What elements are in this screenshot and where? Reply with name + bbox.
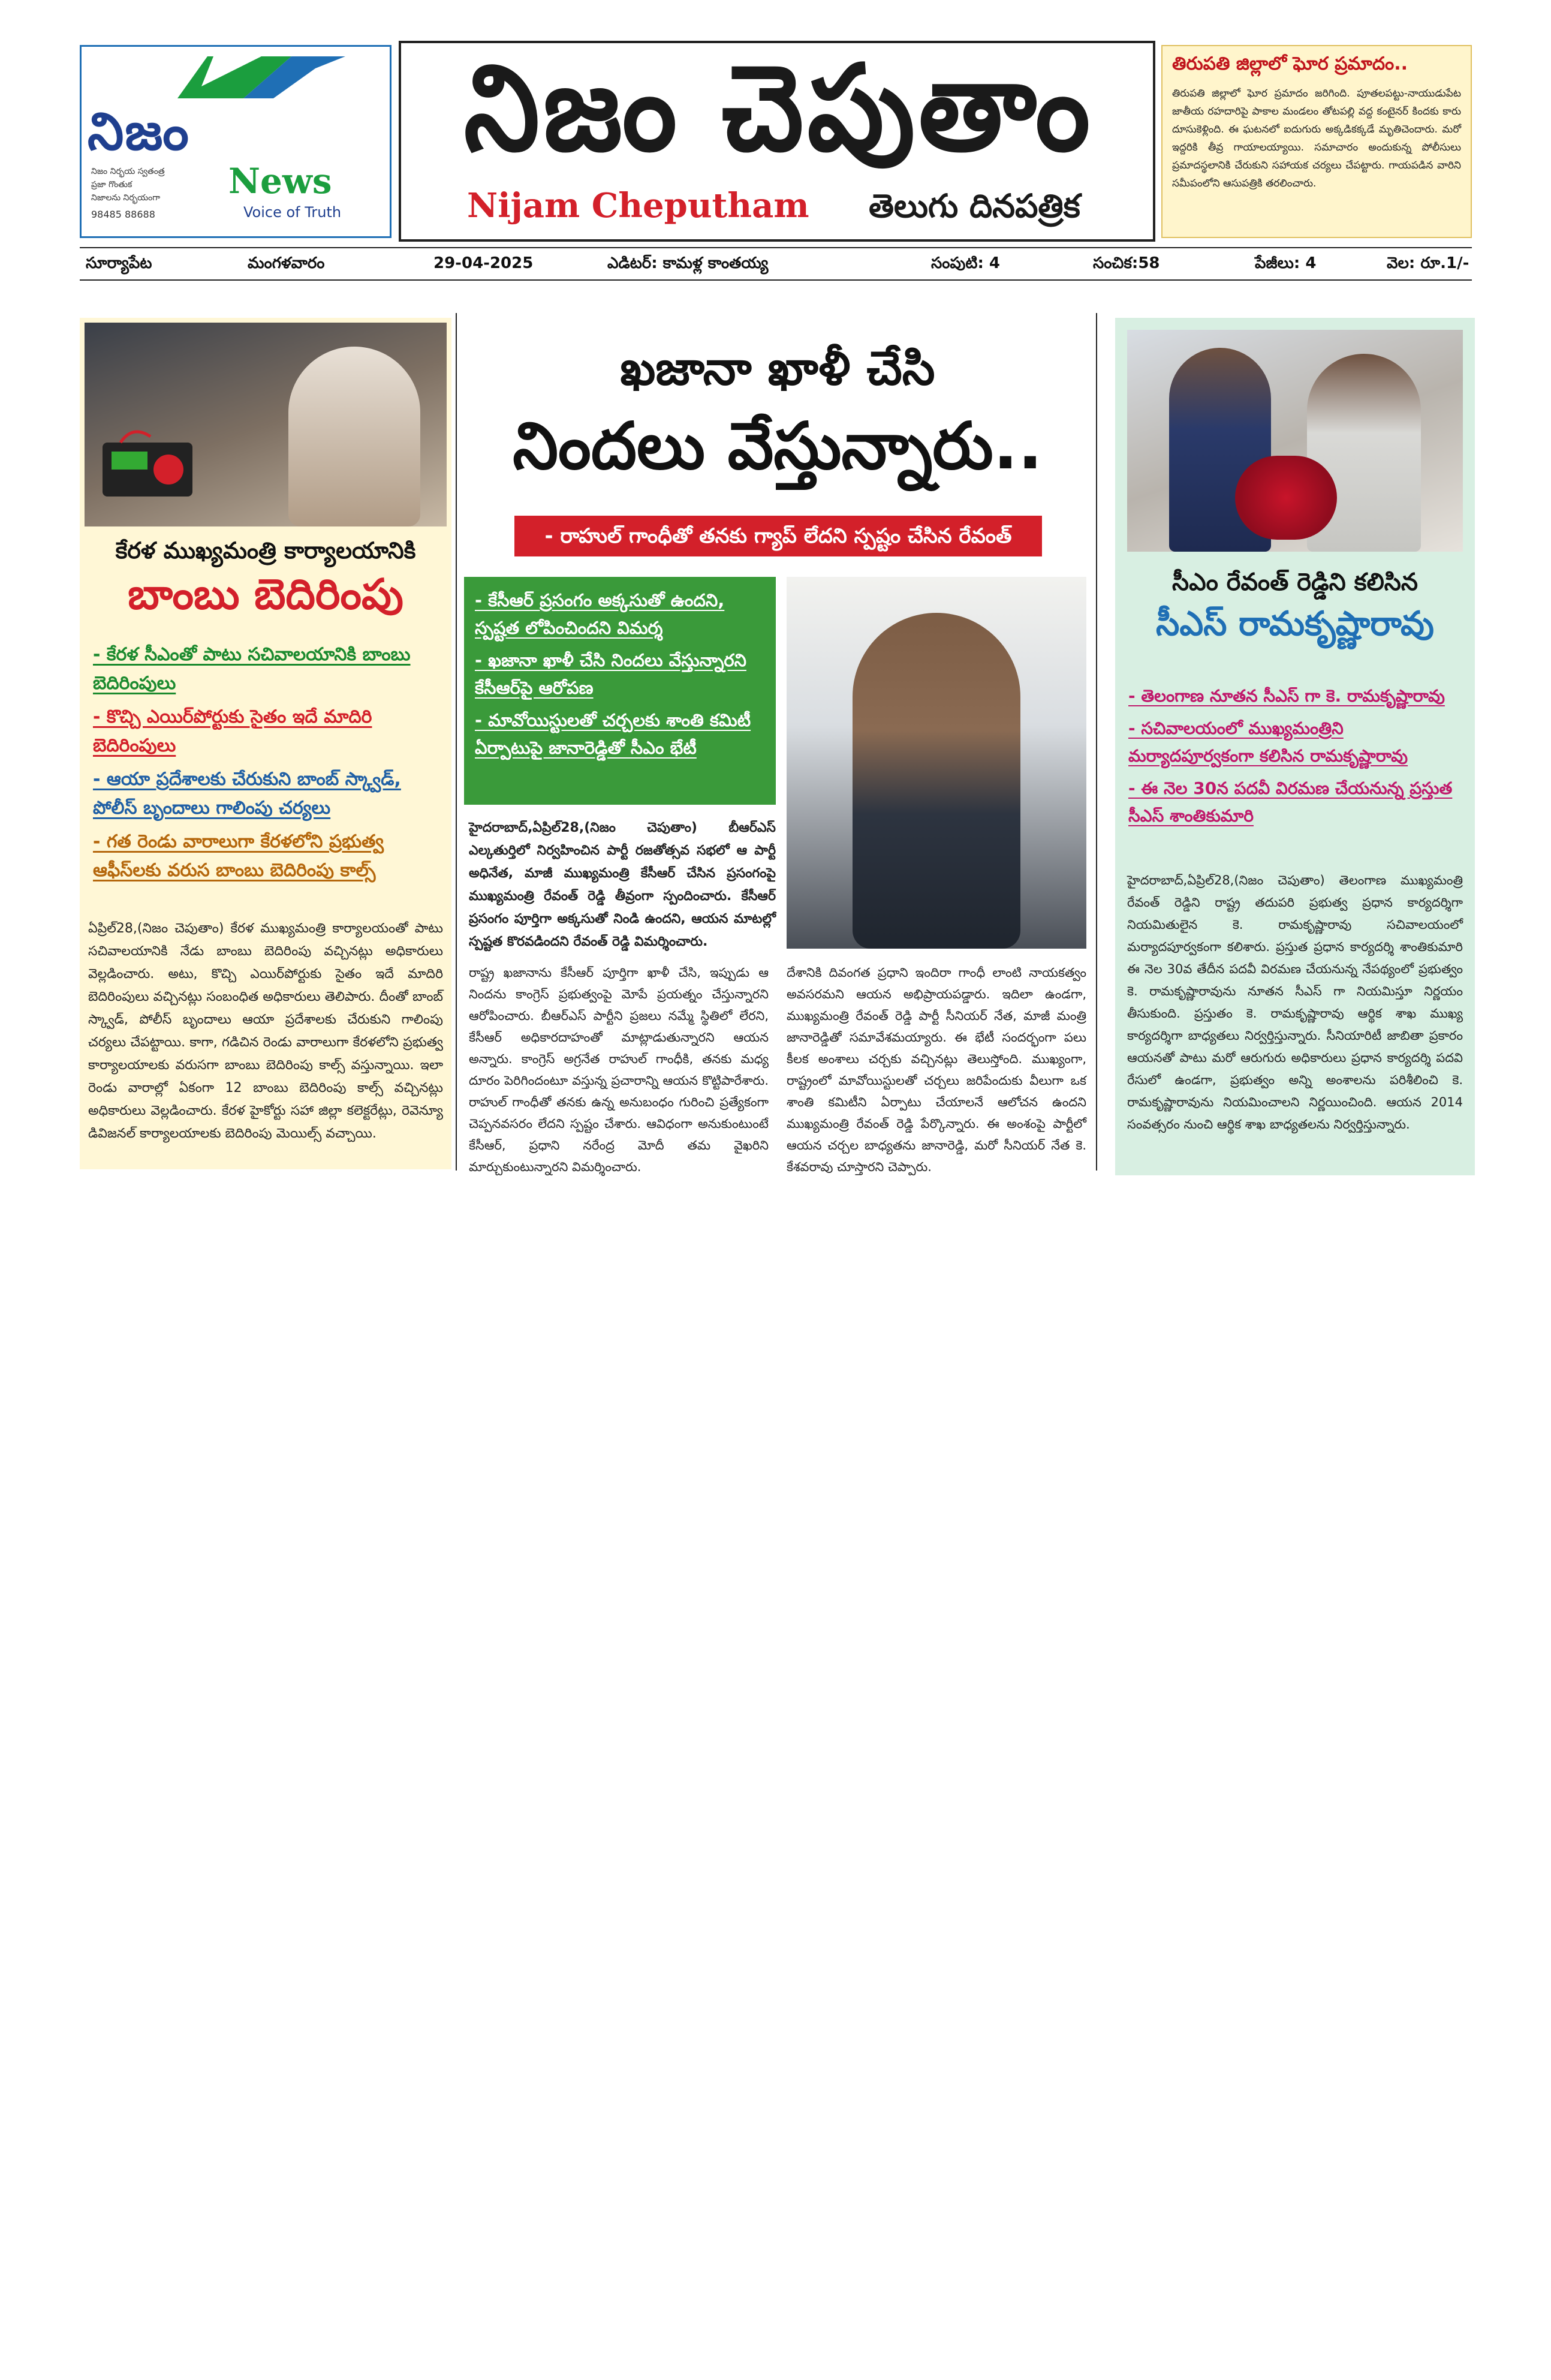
logo-word: నిజం [88, 102, 190, 162]
dateline-price: వెల: రూ.1/- [1387, 254, 1469, 272]
story-kerala-bullets [80, 630, 451, 901]
story-khazana-strap: - రాహుల్ గాంధీతో తనకు గ్యాప్ లేదని స్పష్టం చేసిన రేవంత్ [514, 516, 1042, 556]
logo-news: News [228, 161, 332, 201]
side-text: తిరుపతి జిల్లాలో ఘోర ప్రమాదం జరిగింది. పూతలపట్టు-నాయుడుపేట జాతీయ రహదారిపై పాకాల మండలం తోటపల్లి వద్ద కంటైనర్ కిందకు కారు దూసుకెళ్లింది. ఈ ఘటనలో ఐదుగురు అక్కడికక్కడే మృతిచెందారు. మరో ఇద్దరికి తీవ్ర గాయాలయ్యాయి. సమాచారం అందుకున్న పోలీసులు ప్రమాదస్థలానికి చేరుకుని సహాయక చర్యలు చేపట్టారు. గాయపడిన వారిని సమీపంలోని ఆసుపత్రికి తరలించారు. [1172, 88, 1461, 189]
person-silhouette [288, 347, 420, 526]
story-khazana-col-2: దేశానికి దివంగత ప్రధాని ఇందిరా గాంధీ లాంటి నాయకత్వం అవసరమని ఆయన అభిప్రాయపడ్డారు. ఇదిలా ఉండగా, ముఖ్యమంత్రి రేవంత్ రెడ్డి పార్టీ సీనియర్ నేత, మాజీ మంత్రి జానారెడ్డితో సమావేశమయ్యారు. ఈ భేటీ సందర్భంగా పలు కీలక అంశాలు చర్చకు వచ్చినట్లు తెలుస్తోంది. ముఖ్యంగా, రాష్ట్రంలో మావోయిస్టులతో చర్చలు జరిపేందుకు వీలుగా ఒక శాంతి కమిటీని ఏర్పాటు చేయాలనే ఆలోచన ఉందని ముఖ్యమంత్రి రేవంత్ రెడ్డి పేర్కొన్నారు. ఈ అంశంపై పార్టీలో ఆయన చర్చల బాధ్యతను జానారెడ్డి, మరో సీనియర్ నేత కె. కేశవరావు చూస్తారని చెప్పారు. [787, 965, 1086, 1174]
story-khazana [456, 313, 1097, 1174]
story-cs-body: హైదరాబాద్,ఏప్రిల్28,(నిజం చెపుతాం) తెలంగాణ ముఖ్యమంత్రి రేవంత్ రెడ్డిని రాష్ట్ర తదుపరి ప్రభుత్వ ప్రధాన కార్యదర్శిగా నియమితులైన కె. రామకృష్ణారావు సచివాలయంలో మర్యాదపూర్వకంగా కలిశారు. ప్రస్తుత ప్రధాన కార్యదర్శి శాంతికుమారి ఈ నెల 30వ తేదీన పదవీ విరమణ చేయనున్న నేపథ్యంలో ప్రభుత్వం కె. రామకృష్ణారావును నూతన సీఎస్ గా నియమిస్తూ నిర్ణయం తీసుకుంది. ప్రస్తుతం కె. రామకృష్ణారావు ఆర్థిక శాఖ ముఖ్య కార్యదర్శిగా బాధ్యతలు నిర్వర్తిస్తున్నారు. సీనియారిటీ జాబితా ప్రకారం ఆయనతో పాటు మరో ఆరుగురు అధికారులు ప్రధాన కార్యదర్శి పదవి రేసులో ఉండగా, ప్రభుత్వం అన్ని అంశాలను పరిశీలించి కె. రామకృష్ణారావును నియమించాలని నిర్ణయించింది. ఆయన 2014 సంవత్సరం నుంచి ఆర్థిక శాఖ బాధ్యతలను నిర్వర్తిస్తున్నారు. [1127, 873, 1463, 1132]
story-cs-headline-1: సీఎం రేవంత్ రెడ్డిని కలిసిన [1172, 568, 1418, 596]
story-cs [1115, 318, 1475, 1175]
top-side-story [1161, 45, 1472, 238]
story-cs-headline-2: సీఎస్ రామకృష్ణారావు [1156, 604, 1434, 643]
logo-n-swoosh-icon [171, 50, 351, 104]
story-kerala [80, 318, 451, 1169]
logo-small-3: నిజాలను నిర్భయంగా [91, 193, 161, 203]
masthead-subtitle: తెలుగు దినపత్రిక [869, 187, 1080, 225]
story-kerala-body: ఏప్రిల్28,(నిజం చెపుతాం) కేరళ ముఖ్యమంత్రి కార్యాలయంతో పాటు సచివాలయానికి నేడు బాంబు బెదిరింపు వచ్చినట్లు అధికారులు వెల్లడించారు. అటు, కొచ్చి ఎయిర్‌పోర్టుకు సైతం ఇదే మాదిరి బెదిరింపులు వచ్చినట్లు సంబంధిత అధికారులు తెలిపారు. దీంతో బాంబ్ స్క్వాడ్, పోలీస్ బృందాలు ఆయా ప్రదేశాలకు చేరుకుని గాలింపు చర్యలు చేపట్టాయి. కాగా, గడిచిన రెండు వారాలుగా కేరళలోని ప్రభుత్వ కార్యాలయాలకు వరుసగా బాంబు బెదిరింపు కాల్స్ వస్తున్నాయి. ఇలా రెండు వారాల్లో ఏకంగా 12 బాంబు బెదిరింపు కాల్స్ వచ్చినట్లు అధికారులు వెల్లడించారు. కేరళ హైకోర్టు సహా జిల్లా కలెక్టరేట్లు, రెవెన్యూ డివిజనల్ కార్యాలయాలకు బెదిరింపు మెయిల్స్ వచ్చాయి. [88, 921, 443, 1141]
logo-box [80, 45, 391, 238]
dateline-issue: సంచిక:58 [1093, 254, 1160, 272]
dateline-volume: సంపుటి: 4 [931, 254, 1000, 272]
story-khazana-headline-1: ఖజానా ఖాళీ చేసి [620, 342, 935, 396]
story-khazana-bullet: - మావోయిస్టులతో చర్చలకు శాంతి కమిటీ ఏర్పాటుపై జానారెడ్డితో సీఎం భేటీ [475, 710, 751, 758]
story-khazana-headline-2: నిందలు వేస్తున్నారు.. [513, 409, 1043, 484]
logo-tagline: Voice of Truth [243, 204, 342, 221]
story-khazana-col-1: రాష్ట్ర ఖజానాను కేసీఆర్ పూర్తిగా ఖాళీ చేసి, ఇప్పుడు ఆ నిందను కాంగ్రెస్ ప్రభుత్వంపై మోపే ప్రయత్నం చేస్తున్నారని ఆరోపించారు. బీఆర్ఎస్ పార్టీని ప్రజలు నమ్మే స్థితిలో లేరని, కేసీఆర్ అధికారదాహంతో మాట్లాడుతున్నారని ఆయన అన్నారు. కాంగ్రెస్ అగ్రనేత రాహుల్ గాంధీకి, తనకు మధ్య దూరం పెరిగిందంటూ వస్తున్న ప్రచారాన్ని ఆయన కొట్టిపారేశారు. రాహుల్ గాంధీతో తనకు ఉన్న అనుబంధం గురించి ప్రత్యేకంగా చెప్పనవసరం లేదని స్పష్టం చేశారు. ఆవిధంగా అనుకుంటుంటే కేసీఆర్, ప్రధాని నరేంద్ర మోదీ తమ వైఖరిని మార్చుకుంటున్నారని విమర్శించారు. [469, 965, 769, 1174]
dateline-date: 29-04-2025 [433, 254, 534, 272]
masthead-title-english: Nijam Cheputham [467, 186, 809, 225]
story-cs-bullet: - సచివాలయంలో ముఖ్యమంత్రిని మర్యాదపూర్వకంగా కలిసిన రామకృష్ణారావు [1128, 718, 1408, 766]
story-cs-bullet: - ఈ నెల 30న పదవీ విరమణ చేయనున్న ప్రస్తుత సీఎస్ శాంతికుమారి [1128, 778, 1453, 826]
story-kerala-headline-1: కేరళ ముఖ్యమంత్రి కార్యాలయానికి [115, 537, 416, 564]
logo-phone: 98485 88688 [91, 209, 155, 220]
person-silhouette [853, 613, 1020, 949]
story-cs-bullets [1115, 672, 1475, 846]
story-kerala-bullet: - కేరళ సీఎంతో పాటు సచివాలయానికి బాంబు బెదిరింపులు [93, 644, 411, 694]
story-kerala-bullet: - గత రెండు వారాలుగా కేరళలోని ప్రభుత్వ ఆఫీస్‌లకు వరుస బాంబు బెదిరింపు కాల్స్ [93, 831, 384, 881]
story-khazana-bullet: - కేసీఆర్ ప్రసంగం అక్కసుతో ఉందని, స్పష్టత లోపించిందని విమర్శ [475, 590, 725, 638]
dateline-pages: పేజీలు: 4 [1255, 254, 1317, 272]
revanth-reddy-photo [787, 577, 1086, 949]
bouquet [1235, 456, 1337, 540]
dateline-day: మంగళవారం [248, 254, 325, 272]
story-cs-bullet: - తెలంగాణ నూతన సీఎస్ గా కె. రామకృష్ణారావు [1128, 686, 1445, 706]
cs-meeting-photo [1127, 330, 1463, 552]
story-khazana-bullet-box [464, 577, 776, 805]
side-headline: తిరుపతి జిల్లాలో ఘోర ప్రమాదం.. [1172, 53, 1408, 74]
story-khazana-bullet: - ఖజానా ఖాళీ చేసి నిందలు వేస్తున్నారని కేసీఆర్‌పై ఆరోపణ [475, 650, 746, 698]
story-khazana-intro: హైదరాబాద్,ఏప్రిల్28,(నిజం చెపుతాం) బీఆర్ఎస్ ఎల్కతుర్తిలో నిర్వహించిన పార్టీ రజతోత్సవ సభలో ఆ పార్టీ అధినేత, మాజీ ముఖ్యమంత్రి కేసీఆర్ చేసిన ప్రసంగంపై ముఖ్యమంత్రి రేవంత్ రెడ్డి తీవ్రంగా స్పందించారు. కేసీఆర్ ప్రసంగం పూర్తిగా అక్కసుతో నిండి ఉందని, ఆయన మాటల్లో స్పష్టత కొరవడిందని రేవంత్ రెడ్డి విమర్శించారు. [469, 820, 776, 949]
story-kerala-bullet: - కొచ్చి ఎయిర్‌పోర్టుకు సైతం ఇదే మాదిరి బెదిరింపులు [93, 706, 372, 756]
logo-small-2: ప్రజా గొంతుక [91, 180, 132, 189]
dateline-editor: ఎడిటర్: కామళ్ల కాంతయ్య [607, 254, 769, 272]
story-kerala-bullet: - ఆయా ప్రదేశాలకు చేరుకుని బాంబ్ స్క్వాడ్, పోలీస్ బృందాలు గాలింపు చర్యలు [93, 769, 401, 819]
logo-small-1: నిజం నిర్భయ స్వతంత్ర [91, 167, 165, 176]
story-kerala-headline-2: బాంబు బెదిరింపు [128, 570, 403, 619]
dateline-bar [80, 247, 1472, 281]
dateline-place: సూర్యాపేట [86, 254, 152, 272]
bomb-clock-icon [97, 419, 198, 509]
masthead-title-box [399, 41, 1155, 242]
masthead-title: నిజం చెపుతాం [463, 40, 1094, 178]
bomb-threat-photo [85, 323, 447, 526]
